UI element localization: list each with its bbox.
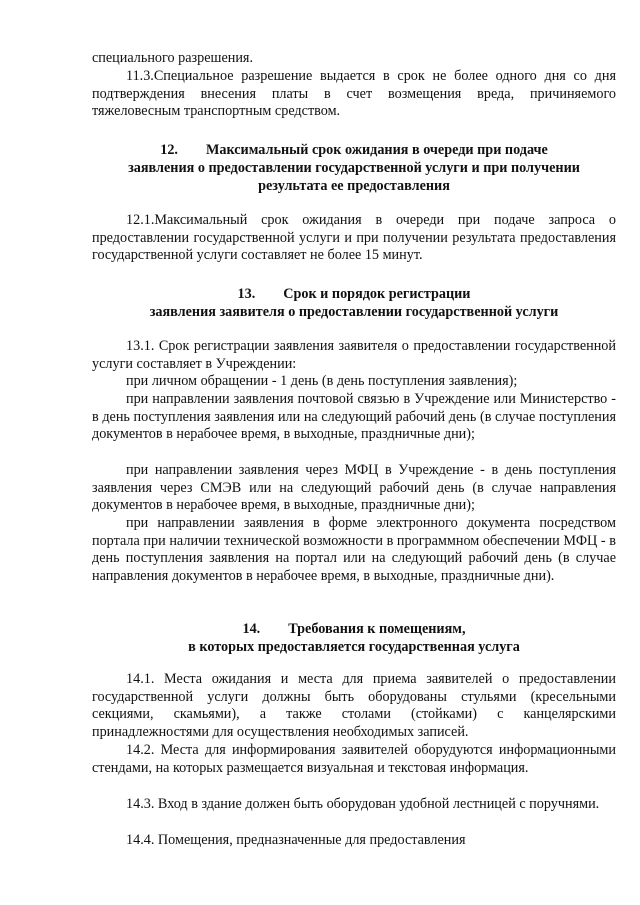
paragraph-14-2: 14.2. Места для информирования заявителей оборудуются информационными стендами, на которых размещается визуальная и текстовая информация. [92,742,616,776]
section-heading-12 [92,141,616,195]
paragraph-14-4: 14.4. Помещения, предназначенные для предоставления [126,832,466,848]
list-item-post: при направлении заявления почтовой связью в Учреждение или Министерство - в день поступления заявления или на следующий рабочий день (в случае поступления документов в нерабочее время, в выходные, праздничные дни); [92,391,616,443]
list-item-personal: при личном обращении - 1 день (в день поступления заявления); [126,373,518,389]
section-title-line: Срок и порядок регистрации [283,286,471,302]
section-title-line: результата ее предоставления [258,178,450,194]
section-title-line: в которых предоставляется государственная услуга [188,639,520,655]
paragraph-11-3: 11.3.Специальное разрешение выдается в срок не более одного дня со дня подтверждения внесения платы в счет возмещения вреда, причиняемого тяжеловесным транспортным средством. [92,68,616,120]
section-number: 13. [237,286,256,302]
paragraph-14-1: 14.1. Места ожидания и места для приема заявителей о предоставлении государственной услуги должны быть оборудованы стульями (кресельными секциями, скамьями), а также столами (стойками) с канцелярскими принадлежностями для осуществления необходимых записей. [92,671,616,740]
section-number: 14. [242,621,261,637]
list-item-mfc: при направлении заявления через МФЦ в Учреждение - в день поступления заявления через СМЭВ или на следующий рабочий день (в случае направления документов в нерабочее время, в выходные, праздничные дни); [92,462,616,514]
paragraph-12-1: 12.1.Максимальный срок ожидания в очереди при подаче запроса о предоставлении государственной услуги и при получении результата предоставления государственной услуги составляет не более 15 минут. [92,212,616,264]
section-title-line: заявления заявителя о предоставлении государственной услуги [149,304,559,320]
section-heading-13 [92,285,616,321]
section-title-line: Требования к помещениям, [288,621,466,637]
section-title-line: Максимальный срок ожидания в очереди при подаче [205,142,548,158]
paragraph-13-1: 13.1. Срок регистрации заявления заявителя о предоставлении государственной услуги составляет в Учреждении: [92,338,616,372]
section-number: 12. [160,142,178,158]
paragraph-continuation: специального разрешения. [92,50,254,66]
section-title-line: заявления о предоставлении государственной услуги и при получении [128,160,580,176]
list-item-portal: при направлении заявления в форме электронного документа посредством портала при наличии технической возможности в программном обеспечении МФЦ - в день поступления заявления на портал или на следующий рабочий день (в случае направления документов в нерабочее время, в выходные, праздничные дни). [92,515,616,584]
section-heading-14 [92,620,616,656]
paragraph-14-3: 14.3. Вход в здание должен быть оборудован удобной лестницей с поручнями. [126,796,600,812]
